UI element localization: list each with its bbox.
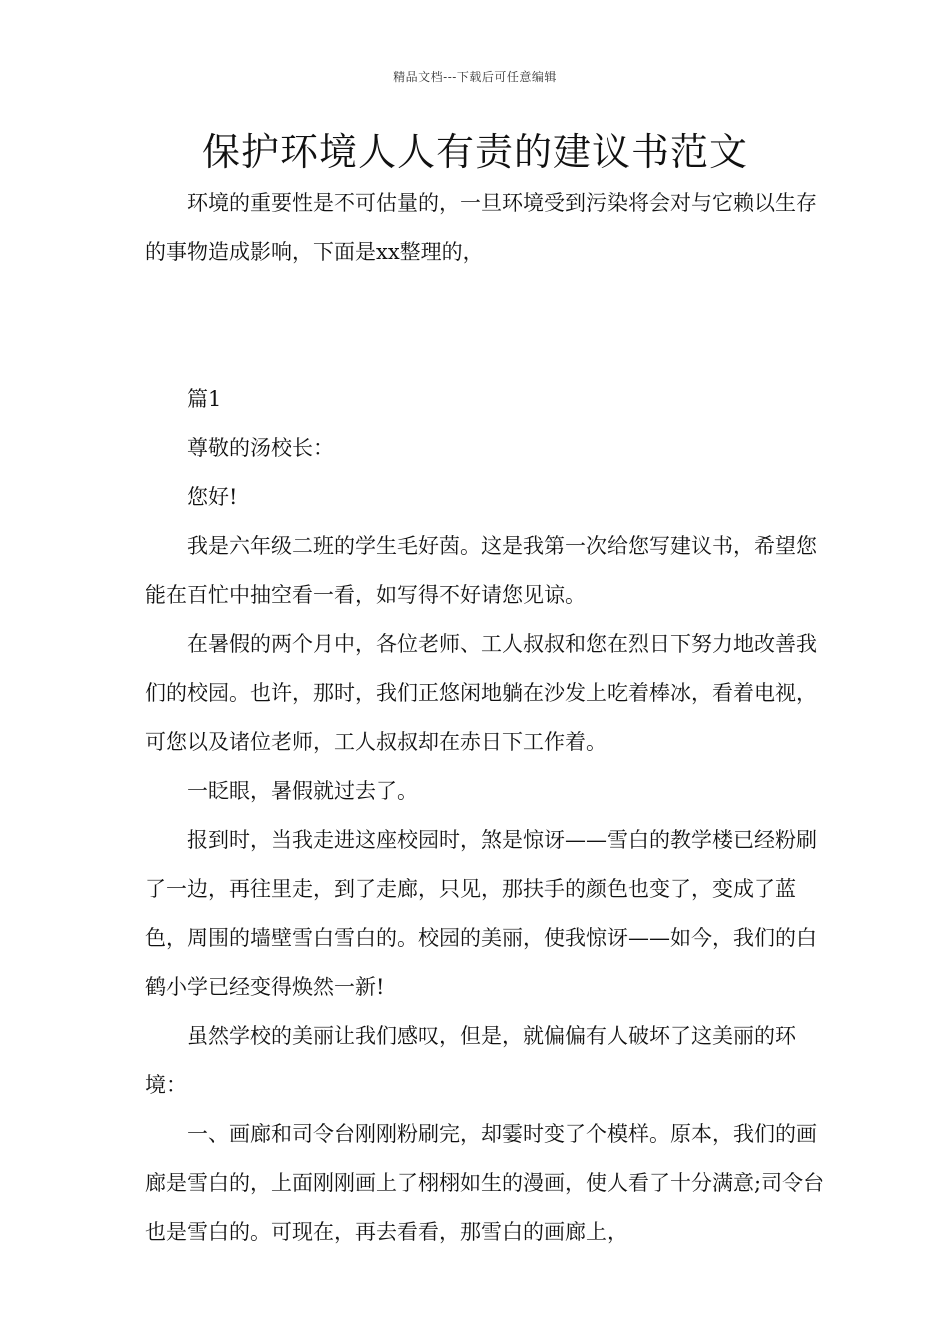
- body-paragraph: 我是六年级二班的学生毛好茵。这是我第一次给您写建议书，希望您能在百忙中抽空看一看，如写得不好请您见谅。: [145, 534, 817, 607]
- body-paragraph: 报到时，当我走进这座校园时，煞是惊讶——雪白的教学楼已经粉刷了一边，再往里走，到了走廊，只见，那扶手的颜色也变了，变成了蓝色，周围的墙壁雪白雪白的。校园的美丽，使我惊讶——如今，我们的白鹤小学已经变得焕然一新!: [145, 828, 817, 999]
- document-body: [145, 179, 825, 1257]
- body-paragraph: 在暑假的两个月中，各位老师、工人叔叔和您在烈日下努力地改善我们的校园。也许，那时，我们正悠闲地躺在沙发上吃着棒冰，看着电视，可您以及诸位老师，工人叔叔却在赤日下工作着。: [145, 632, 817, 754]
- body-paragraph: 一眨眼，暑假就过去了。: [187, 779, 418, 803]
- greeting: 您好!: [187, 485, 238, 509]
- header-note: 精品文档---下载后可任意编辑: [393, 70, 557, 84]
- section-label: 篇1: [187, 387, 222, 411]
- body-paragraph: 一、画廊和司令台刚刚粉刷完，却霎时变了个模样。原本，我们的画廊是雪白的，上面刚刚画上了栩栩如生的漫画，使人看了十分满意;司令台也是雪白的。可现在，再去看看，那雪白的画廊上，: [145, 1122, 825, 1244]
- salutation: 尊敬的汤校长：: [187, 436, 334, 460]
- body-paragraph: 虽然学校的美丽让我们感叹，但是，就偏偏有人破坏了这美丽的环境：: [145, 1024, 796, 1097]
- intro-paragraph: 环境的重要性是不可估量的，一旦环境受到污染将会对与它赖以生存的事物造成影响，下面是xx整理的，: [145, 191, 817, 264]
- document-title: 保护环境人人有责的建议书范文: [201, 130, 748, 174]
- paragraph-spacer: [145, 277, 825, 375]
